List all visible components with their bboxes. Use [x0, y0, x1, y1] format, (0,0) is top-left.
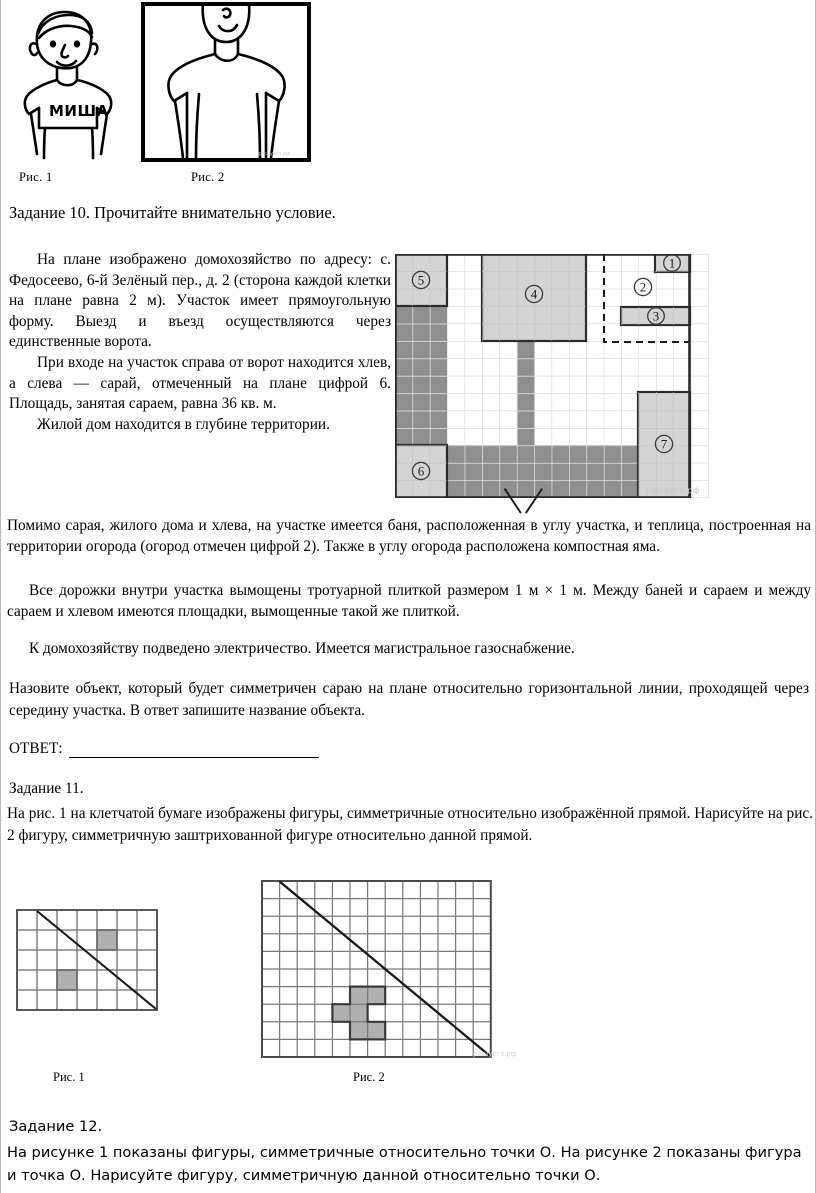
plan-label-1: 1	[668, 255, 676, 271]
shirt-label: МИША	[49, 102, 109, 120]
top-figures-block	[1, 0, 816, 196]
fig1-shaded-cell	[97, 930, 117, 950]
task11-figure-2	[259, 878, 509, 1060]
task10-question-wrap	[9, 678, 809, 722]
task10-paragraph-3: Жилой дом находится в глубине территории.	[37, 415, 330, 433]
figure-boy-with-shirt	[9, 4, 129, 164]
answer-input-line[interactable]	[69, 744, 319, 758]
task11-figure-1	[15, 908, 165, 1020]
task10-question: Назовите объект, который будет симметричен сараю на плане относительно горизонтальной линии, проходящей через середину участка. В ответ запишите название объекта.	[9, 680, 809, 719]
answer-label: ОТВЕТ:	[9, 740, 63, 757]
task10-heading: Задание 10. Прочитайте внимательно условие.	[9, 203, 336, 222]
task10-paragraph-2: При входе на участок справа от ворот находится хлев, а слева — сарай, отмеченный на плане цифрой 6. Площадь, занятая сараем, равна 36 кв. м.	[9, 353, 391, 413]
task11-body: На рис. 1 на клетчатой бумаге изображены фигуры, симметричные относительно изображённой прямой. Нарисуйте на рис. 2 фигуру, симметричную заштрихованной фигуре относительно данной прямой.	[7, 805, 813, 844]
task12-body: На рисунке 1 показаны фигуры, симметричные относительно точки О. На рисунке 2 показаны фигура и точка О. Нарисуйте фигуру, симметричную данной относительно точки О.	[7, 1144, 802, 1184]
task10-paragraph-6: К домохозяйству подведено электричество. Имеется магистральное газоснабжение.	[29, 640, 575, 657]
task11-heading: Задание 11.	[9, 780, 84, 797]
task10-paragraph-6-wrap	[7, 638, 811, 659]
household-plan	[395, 254, 709, 498]
plan-building-4	[482, 254, 586, 341]
plan-building-1	[655, 254, 690, 272]
task12-body-wrap	[7, 1141, 813, 1187]
task10-paragraph-5: Все дорожки внутри участка вымощены тротуарной плиткой размером 1 м × 1 м. Между баней и сараем и между сараем и хлевом имеются площадки, вымощенные такой же плиткой.	[7, 582, 811, 620]
task10-left-column	[9, 250, 391, 435]
task10-answer-row	[9, 740, 319, 758]
fig1-shaded-cell	[57, 970, 77, 990]
plan-label-2: 2	[639, 279, 647, 295]
plan-building-5	[395, 254, 447, 306]
fig2-shaded-figure	[332, 987, 385, 1040]
figure-watermark: решуегэ.рф	[259, 151, 291, 157]
figure-caption-1: Рис. 1	[19, 170, 53, 184]
plan-watermark: решуегэ.рф	[646, 486, 701, 495]
figure-caption-2: Рис. 2	[191, 170, 225, 184]
plan-label-5: 5	[417, 272, 425, 288]
task10-paragraph-4-wrap	[7, 515, 811, 557]
task11-body-wrap	[7, 803, 813, 846]
plan-label-7: 7	[660, 436, 668, 452]
plan-label-3: 3	[652, 308, 660, 324]
figure-boy-in-frame	[141, 2, 311, 162]
task10-paragraph-5-wrap	[7, 580, 811, 622]
task12-heading: Задание 12.	[9, 1118, 103, 1135]
task11-watermark: решуегэ.рф	[473, 1050, 517, 1058]
plan-building-3	[621, 307, 690, 325]
plan-label-6: 6	[417, 463, 425, 479]
task11-caption-2: Рис. 2	[353, 1070, 385, 1084]
task11-caption-1: Рис. 1	[53, 1070, 85, 1084]
plan-label-4: 4	[530, 286, 538, 302]
plan-building-6	[395, 445, 447, 498]
task10-paragraph-4: Помимо сарая, жилого дома и хлева, на участке имеется баня, расположенная в углу участка, и теплица, построенная на территории огорода (огород отмечен цифрой 2). Также в углу огорода расположена компостная яма.	[7, 517, 811, 555]
plan-building-7	[638, 392, 690, 498]
task10-paragraph-1: На плане изображено домохозяйство по адресу: с. Федосеево, 6-й Зелёный пер., д. 2 (сторона каждой клетки на плане равна 2 м). Участок имеет прямоугольную форму. Выезд и въезд осуществляются через единственные ворота.	[9, 251, 391, 351]
